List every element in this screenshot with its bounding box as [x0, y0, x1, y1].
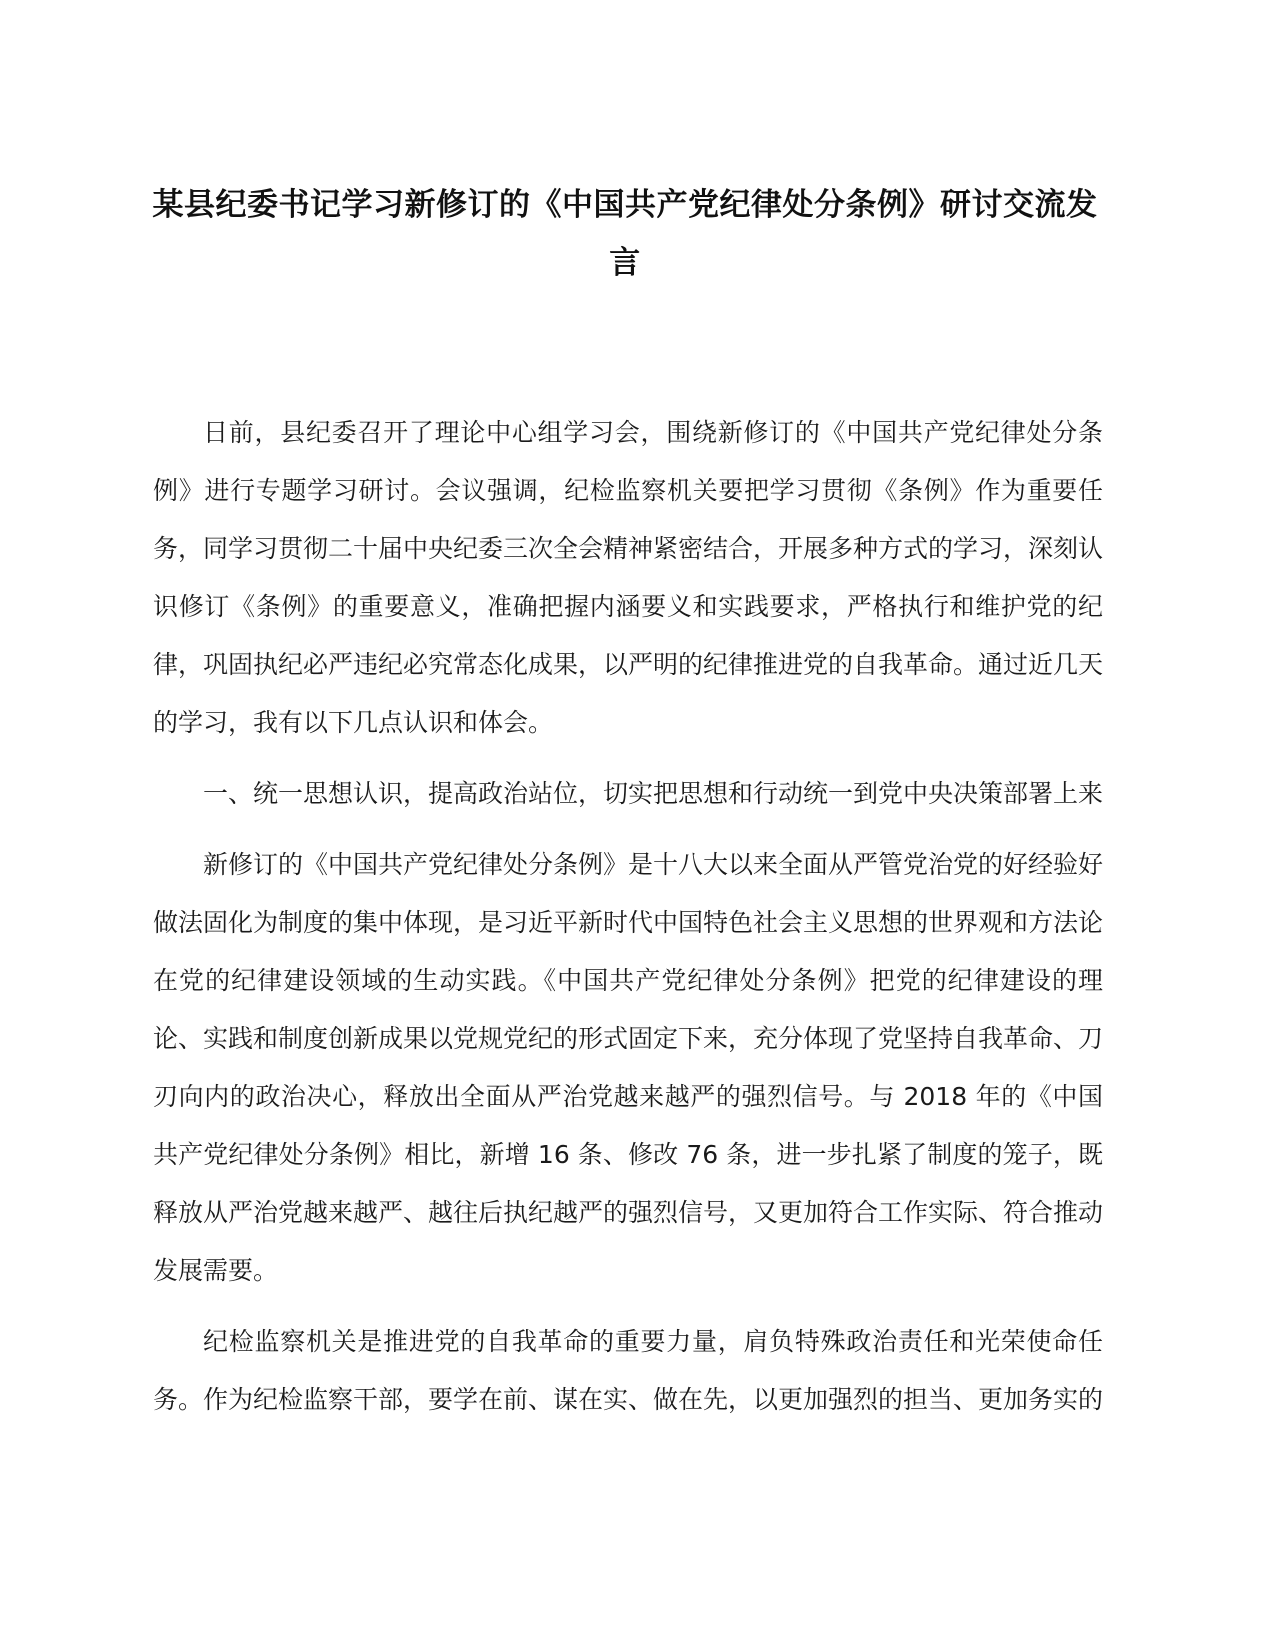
paragraph-intro: 日前，县纪委召开了理论中心组学习会，围绕新修订的《中国共产党纪律处分条例》进行专题学习研讨。会议强调，纪检监察机关要把学习贯彻《条例》作为重要任务，同学习贯彻二十届中央纪委三次全会精神紧密结合，开展多种方式的学习，深刻认识修订《条例》的重要意义，准确把握内涵要义和实践要求，严格执行和维护党的纪律，巩固执纪必严违纪必究常态化成果，以严明的纪律推进党的自我革命。通过近几天的学习，我有以下几点认识和体会。: [153, 418, 1104, 737]
section-heading-1: 一、统一思想认识，提高政治站位，切实把思想和行动统一到党中央决策部署上来: [203, 779, 1104, 808]
document-body: [153, 404, 1103, 1442]
document-title: 某县纪委书记学习新修订的《中国共产党纪律处分条例》研讨交流发言: [152, 187, 1098, 281]
paragraph-discipline-organs: 纪检监察机关是推进党的自我革命的重要力量，肩负特殊政治责任和光荣使命任务。作为纪检监察干部，要学在前、谋在实、做在先，以更加强烈的担当、更加务实的: [153, 1327, 1104, 1414]
paragraph-regulation-overview: 新修订的《中国共产党纪律处分条例》是十八大以来全面从严管党治党的好经验好做法固化为制度的集中体现，是习近平新时代中国特色社会主义思想的世界观和方法论在党的纪律建设领域的生动实践。《中国共产党纪律处分条例》把党的纪律建设的理论、实践和制度创新成果以党规党纪的形式固定下来，充分体现了党坚持自我革命、刀刃向内的政治决心，释放出全面从严治党越来越严的强烈信号。与 2018 年的《中国共产党纪律处分条例》相比，新增 16 条、修改 76 条，进一步扎紧了制度的笼子，既释放从严治党越来越严、越往后执纪越严的强烈信号，又更加符合工作实际、符合推动发展需要。: [153, 850, 1104, 1285]
